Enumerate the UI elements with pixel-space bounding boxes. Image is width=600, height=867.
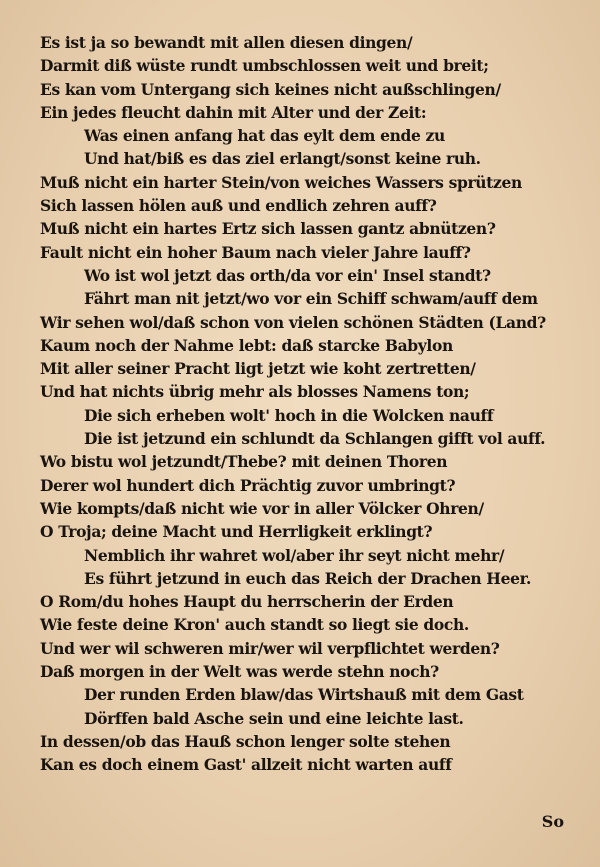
poem-line: Wie feste deine Kron' auch standt so liegt sie doch. bbox=[40, 615, 469, 635]
poem-line: Darmit diß wüste rundt umbschlossen weit und breit; bbox=[40, 56, 489, 76]
poem-line: In dessen/ob das Hauß schon lenger solte stehen bbox=[40, 731, 451, 751]
poem-line: Ein jedes fleucht dahin mit Alter und der Zeit: bbox=[40, 102, 427, 122]
poem-line: Die sich erheben wolt' hoch in die Wolcken nauff bbox=[84, 405, 494, 425]
poem-line: Daß morgen in der Welt was werde stehn noch? bbox=[40, 662, 439, 682]
catchword: So bbox=[541, 812, 564, 831]
poem-line: Fährt man nit jetzt/wo vor ein Schiff schwam/auff dem bbox=[84, 289, 538, 309]
poem-line: Muß nicht ein hartes Ertz sich lassen gantz abnützen? bbox=[40, 219, 496, 239]
poem-line: Mit aller seiner Pracht ligt jetzt wie koht zertretten/ bbox=[40, 359, 476, 379]
poem-line: Und hat/biß es das ziel erlangt/sonst keine ruh. bbox=[84, 149, 481, 169]
poem-line: Es führt jetzund in euch das Reich der Drachen Heer. bbox=[84, 568, 532, 588]
poem-line: Und wer wil schweren mir/wer wil verpflichtet werden? bbox=[40, 638, 500, 658]
poem-text bbox=[40, 31, 585, 777]
poem-line: Kaum noch der Nahme lebt: daß starcke Babylon bbox=[40, 335, 453, 355]
poem-line: O Rom/du hohes Haupt du herrscherin der Erden bbox=[40, 592, 454, 612]
poem-line: Was einen anfang hat das eylt dem ende zu bbox=[84, 126, 445, 146]
poem-line: Derer wol hundert dich Prächtig zuvor umbringt? bbox=[40, 475, 456, 495]
poem-line: Wie kompts/daß nicht wie vor in aller Völcker Ohren/ bbox=[40, 498, 484, 518]
poem-line: Es ist ja so bewandt mit allen diesen dingen/ bbox=[40, 33, 413, 52]
poem-line: Der runden Erden blaw/das Wirtshauß mit dem Gast bbox=[84, 685, 524, 705]
poem-line: Nemblich ihr wahret wol/aber ihr seyt nicht mehr/ bbox=[84, 545, 505, 565]
poem-line: Muß nicht ein harter Stein/von weiches Wassers sprützen bbox=[40, 172, 522, 192]
poem-line: Dörffen bald Asche sein und eine leichte last. bbox=[84, 708, 464, 728]
poem-line: Es kan vom Untergang sich keines nicht außschlingen/ bbox=[40, 79, 501, 99]
poem-line: Sich lassen hölen auß und endlich zehren auff? bbox=[40, 196, 437, 216]
poem-line: Fault nicht ein hoher Baum nach vieler Jahre lauff? bbox=[40, 242, 471, 262]
poem-line: Und hat nichts übrig mehr als blosses Namens ton; bbox=[40, 382, 470, 402]
poem-line: Wir sehen wol/daß schon von vielen schönen Städten (Land? bbox=[40, 312, 546, 332]
poem-line: Kan es doch einem Gast' allzeit nicht warten auff bbox=[40, 755, 452, 775]
poem-line: Wo bistu wol jetzundt/Thebe? mit deinen Thoren bbox=[40, 452, 448, 472]
poem-line: Die ist jetzund ein schlundt da Schlangen gifft vol auff. bbox=[84, 429, 546, 449]
poem-line: Wo ist wol jetzt das orth/da vor ein' Insel standt? bbox=[84, 265, 491, 285]
poem-line: O Troja; deine Macht und Herrligkeit erklingt? bbox=[40, 522, 433, 542]
